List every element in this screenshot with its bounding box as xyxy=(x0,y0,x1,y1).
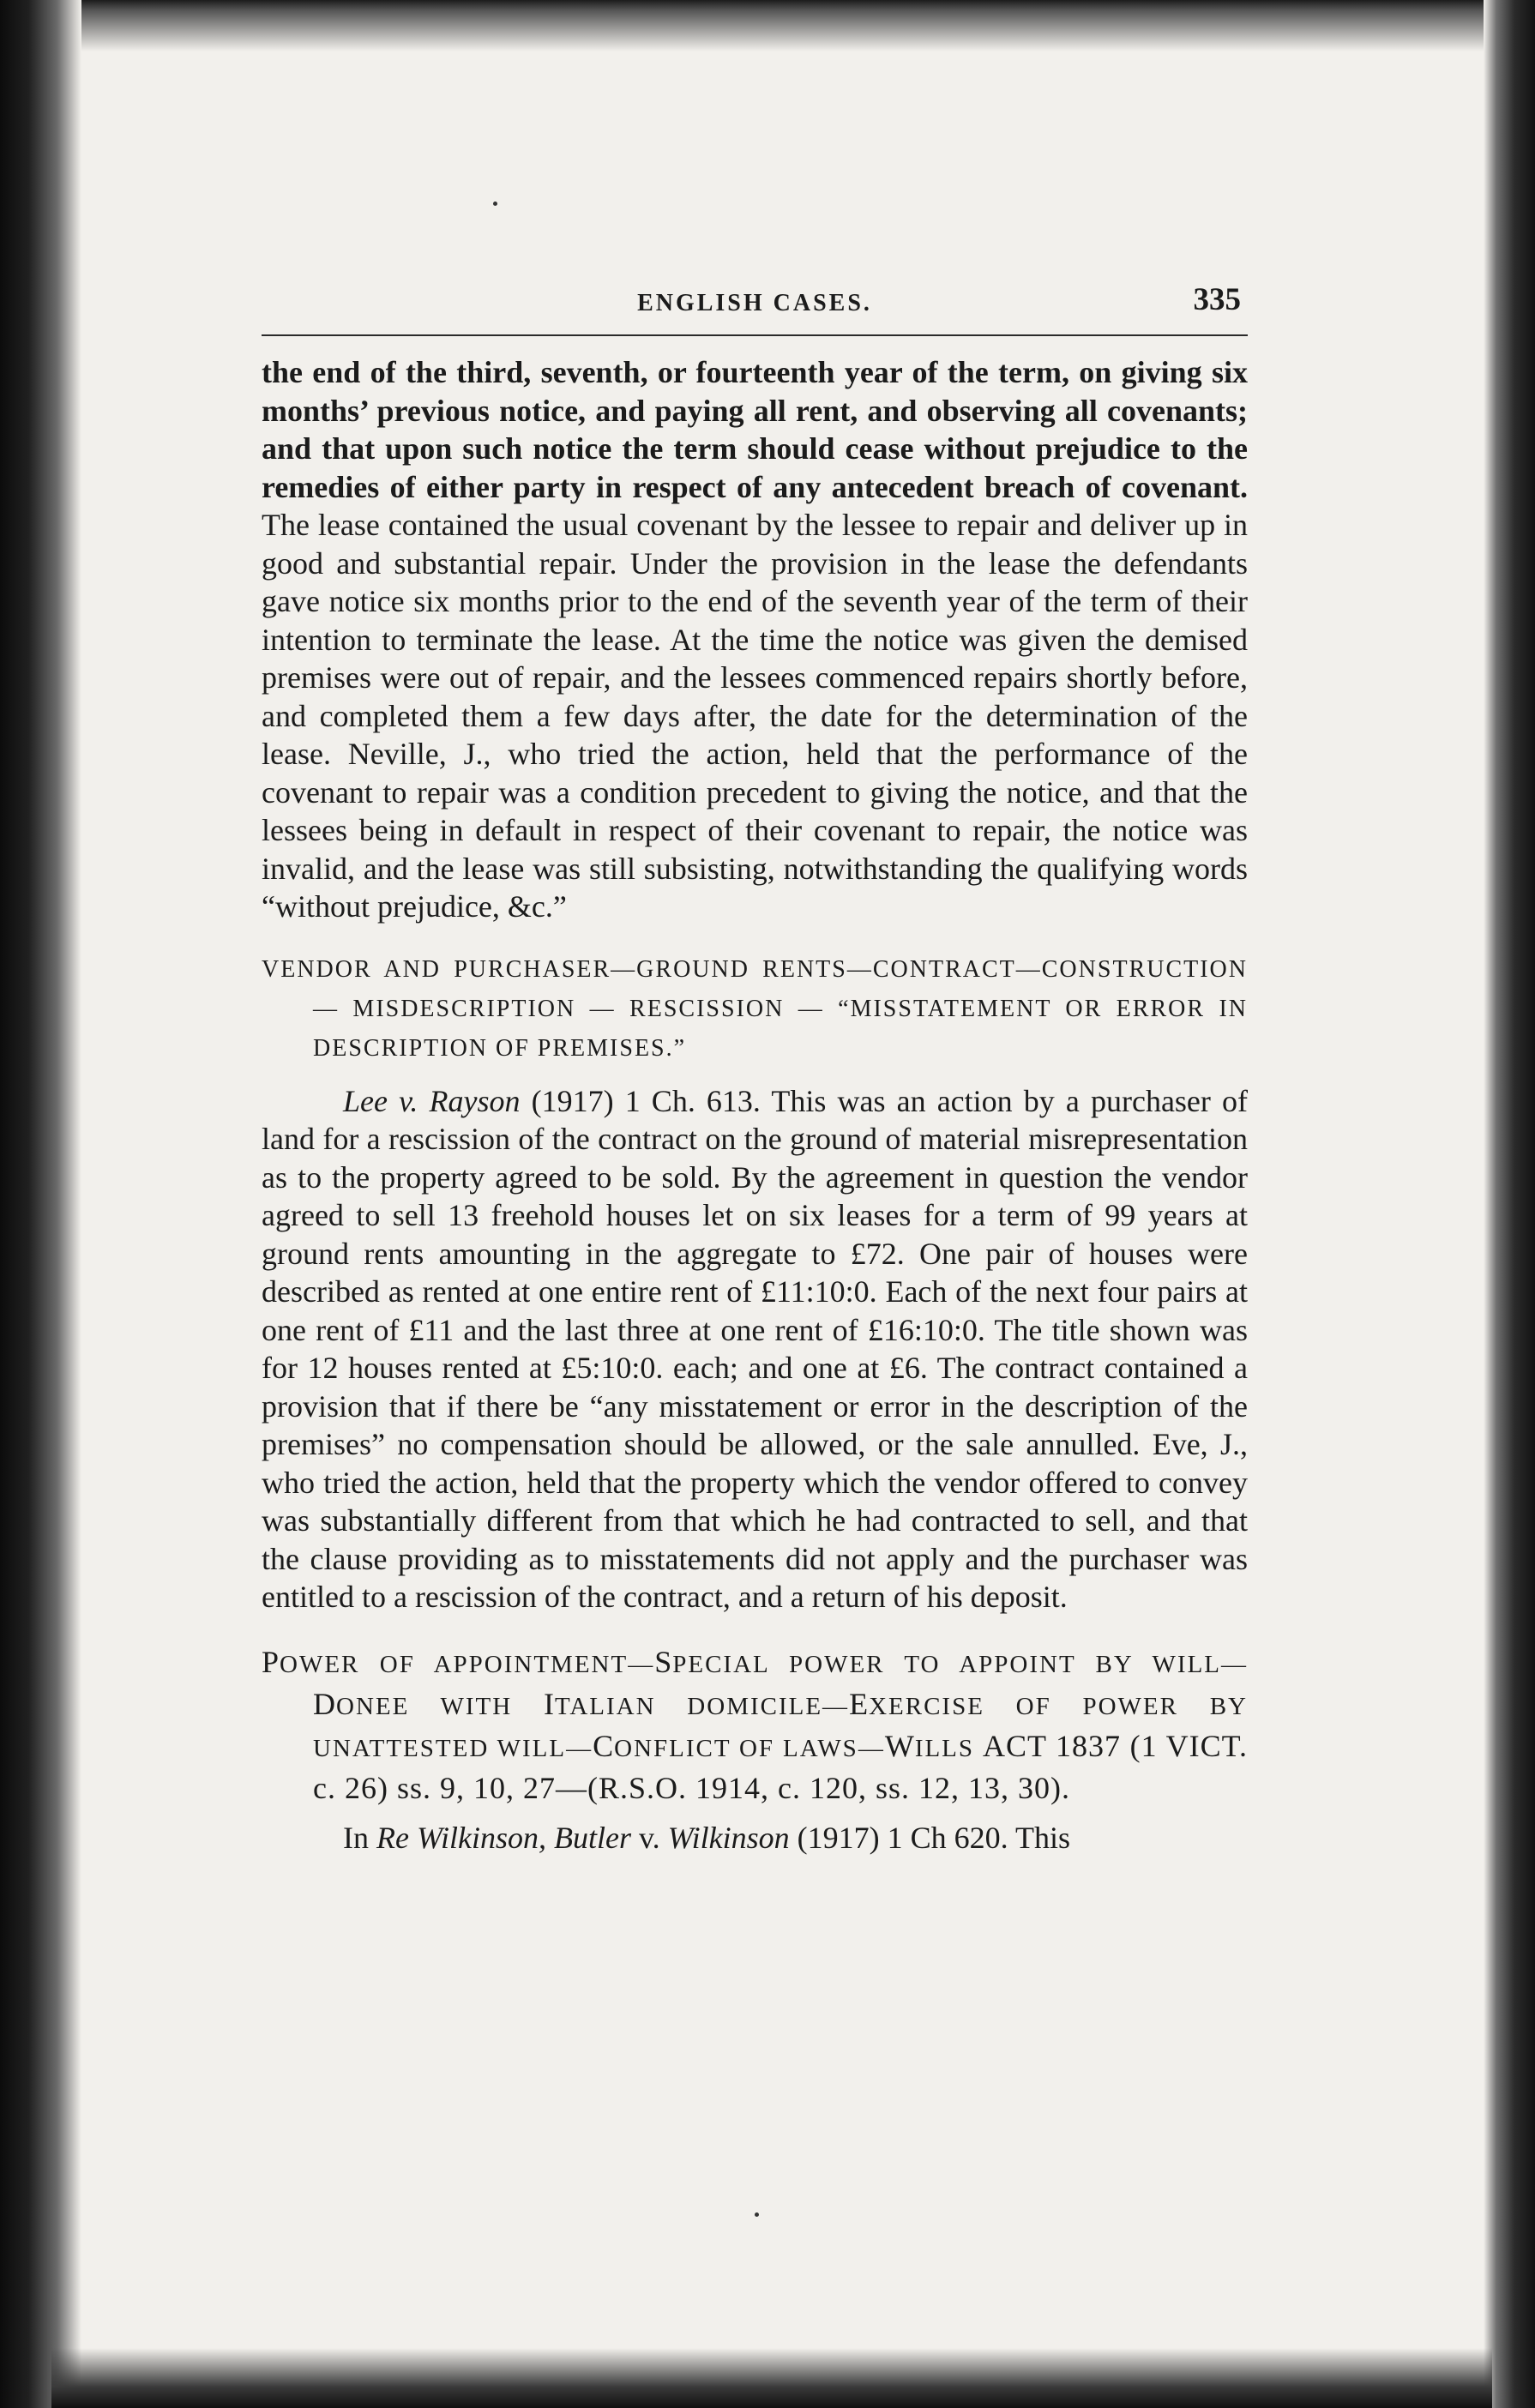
headnote-vendor-purchaser: VENDOR AND PURCHASER—GROUND RENTS—CONTRACT—CONSTRUCTION — MISDESCRIPTION — RESCISSION — “MISSTATEMENT OR ERROR IN DESCRIPTION OF PREMISES.” xyxy=(262,955,1248,1062)
headnote-power-of-appointment xyxy=(262,1642,1248,1810)
headnote-text: TALIAN DOMICILE— xyxy=(554,1692,850,1720)
headnote-text: ONFLICT OF LAWS— xyxy=(614,1734,885,1762)
case-versus: v. xyxy=(630,1820,668,1855)
running-head xyxy=(262,274,1248,336)
small-cap-initial: D xyxy=(313,1686,336,1721)
scan-edge-right xyxy=(1484,0,1535,2408)
case-name-second: Wilkinson xyxy=(667,1820,790,1855)
case-citation: (1917) 1 Ch. 613. xyxy=(520,1083,772,1118)
small-cap-initial: W xyxy=(884,1728,915,1763)
case-re-wilkinson xyxy=(262,1819,1248,1857)
case-summary: This was an action by a purchaser of land for a rescission of the contract on the ground of material misrepresentation as to the property agreed to be sold. By the agreement in question the vendor agreed to sell 13 freehold houses let on six leases for a term of 99 years at ground rents amounting in the aggregate to £72. One pair of houses were described as rented at one entire rent of £11:10:0. Each of the next four pairs at one rent of £11 and the last three at one rent of £16:10:0. The title shown was for 12 houses rented at £5:10:0. each; and one at £6. The contract contained a provision that if there be “any misstatement or error in the description of the premises” no compensation should be allowed, or the sale annulled. Eve, J., who tried the action, held that the property which the vendor offered to convey was substantially different from that which he had contracted to sell, and that the clause providing as to misstatements did not apply and the purchaser was entitled to a rescission of the contract, and a return of his deposit. xyxy=(262,1083,1249,1614)
page-number: 335 xyxy=(1193,282,1241,317)
book-page xyxy=(262,274,1248,1857)
case-prefix: In xyxy=(343,1820,376,1855)
case-citation: (1917) 1 Ch 620. xyxy=(789,1820,1008,1855)
paragraph-continued xyxy=(262,353,1248,926)
small-cap-initial: P xyxy=(262,1644,280,1679)
case-name: Re Wilkinson, Butler xyxy=(376,1820,631,1855)
scan-speck xyxy=(493,202,497,206)
small-cap-initial: S xyxy=(654,1644,673,1679)
headnote-text: ILLS xyxy=(914,1734,983,1762)
small-cap-initial: E xyxy=(849,1686,870,1721)
small-cap-initial: I xyxy=(543,1686,555,1721)
scan-edge-left xyxy=(0,0,81,2408)
scan-speck xyxy=(755,2212,759,2217)
running-title: ENGLISH CASES. xyxy=(637,290,872,316)
scan-edge-bottom xyxy=(51,2348,1492,2408)
scan-edge-top xyxy=(81,0,1484,51)
headnote-text: ONEE WITH xyxy=(336,1692,544,1720)
case-name: Lee v. Rayson xyxy=(343,1083,521,1118)
headnote-text: PECIAL POWER TO APPOINT BY WILL— xyxy=(672,1650,1248,1678)
paragraph-continued-bold: the end of the third, seventh, or fourteenth year of the term, on giving six months’ previous notice, and paying all rent, and observing all covenants; and that upon such notice the term should cease without prejudice to the remedies of either party in respect of any antecedent breach of covenant. xyxy=(262,355,1248,504)
headnote-text: XERCISE OF POWER BY UNATTESTED WILL— xyxy=(313,1692,1248,1762)
headnote-text: CT 1837 (1 xyxy=(1005,1728,1166,1763)
headnote-text: ICT. c. 26) ss. 9, 10, 27—(R.S.O. 1914, c. 120, ss. 12, 13, 30). xyxy=(313,1728,1248,1805)
body-text xyxy=(262,353,1248,1857)
case-summary: This xyxy=(1008,1820,1070,1855)
paragraph-continued-rest: The lease contained the usual covenant by the lessee to repair and deliver up in good and substantial repair. Under the provision in the lease the defendants gave notice six months prior to the end of the seventh year of the term of their intention to terminate the lease. At the time the notice was given the demised premises were out of repair, and the lessees commenced repairs shortly before, and completed them a few days after, the date for the determination of the lease. Neville, J., who tried the action, held that the performance of the covenant to repair was a condition precedent to giving the notice, and that the lessees being in default in respect of their covenant to repair, the notice was invalid, and the lease was still subsisting, notwithstanding the qualifying words “without prejudice, &c.” xyxy=(262,508,1248,924)
case-lee-v-rayson xyxy=(262,1082,1248,1616)
small-cap-initial: V xyxy=(1165,1728,1189,1763)
small-cap-initial: C xyxy=(593,1728,615,1763)
headnote-text: OWER OF APPOINTMENT— xyxy=(280,1650,655,1678)
small-cap-initial: A xyxy=(982,1728,1006,1763)
